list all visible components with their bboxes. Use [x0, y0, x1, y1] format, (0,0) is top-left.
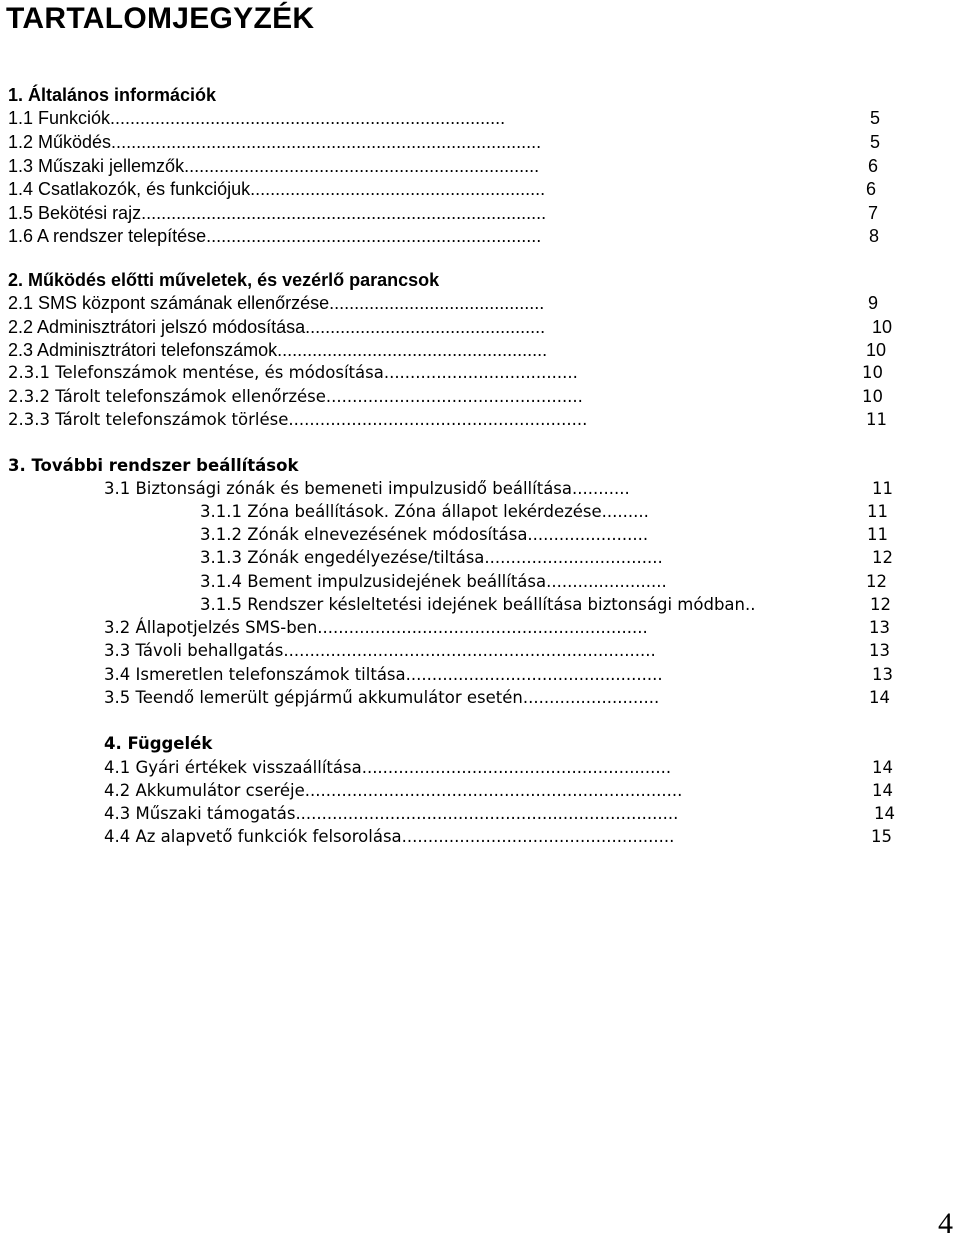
- toc-heading-3: 3. További rendszer beállítások: [8, 456, 299, 475]
- toc-page-3-4: 13: [872, 665, 893, 684]
- toc-heading-4: 4. Függelék: [104, 734, 213, 753]
- toc-heading-1: 1. Általános információk: [8, 85, 217, 105]
- toc-page-3-2: 13: [869, 618, 890, 637]
- toc-page-1-3: 6: [868, 156, 879, 176]
- page-number: 4: [938, 1207, 953, 1240]
- toc-entry-2-3-1[interactable]: 2.3.1 Telefonszámok mentése, és módosítása.....................................: [8, 363, 578, 382]
- toc-entry-3-1-3[interactable]: 3.1.3 Zónák engedélyezése/tiltása..................................: [200, 548, 663, 567]
- toc-entry-1-6[interactable]: 1.6 A rendszer telepítése...................................................................: [8, 226, 542, 246]
- toc-page-2-3: 10: [866, 340, 887, 360]
- toc-page-4-1: 14: [872, 758, 893, 777]
- toc-page-4-2: 14: [872, 781, 893, 800]
- toc-page-2-3-2: 10: [862, 387, 883, 406]
- toc-entry-3-3[interactable]: 3.3 Távoli behallgatás.......................................................................: [104, 641, 656, 660]
- toc-entry-3-4[interactable]: 3.4 Ismeretlen telefonszámok tiltása.................................................: [104, 665, 663, 684]
- toc-heading-2: 2. Működés előtti műveletek, és vezérlő parancsok: [8, 270, 440, 290]
- toc-entry-3-1-1[interactable]: 3.1.1 Zóna beállítások. Zóna állapot lekérdezése.........: [200, 502, 649, 521]
- page-title: TARTALOMJEGYZÉK: [6, 2, 315, 35]
- toc-page-2-3-3: 11: [866, 410, 887, 429]
- toc-entry-3-1-2[interactable]: 3.1.2 Zónák elnevezésének módosítása.......................: [200, 525, 649, 544]
- toc-page-1-1: 5: [870, 108, 881, 128]
- toc-page-1-5: 7: [868, 203, 879, 223]
- toc-page-3-5: 14: [869, 688, 890, 707]
- toc-entry-3-1[interactable]: 3.1 Biztonsági zónák és bemeneti impulzusidő beállítása...........: [104, 479, 630, 498]
- toc-page-3-1-4: 12: [866, 572, 887, 591]
- toc-page-2-2: 10: [872, 317, 893, 337]
- toc-entry-2-1[interactable]: 2.1 SMS központ számának ellenőrzése...........................................: [8, 293, 545, 313]
- toc-page-1-4: 6: [866, 179, 877, 199]
- toc-entry-2-3[interactable]: 2.3 Adminisztrátori telefonszámok......................................................: [8, 340, 548, 360]
- toc-entry-3-2[interactable]: 3.2 Állapotjelzés SMS-ben...............................................................: [104, 618, 648, 637]
- toc-page-4-4: 15: [871, 827, 892, 846]
- toc-entry-1-4[interactable]: 1.4 Csatlakozók, és funkciójuk...........................................................: [8, 179, 546, 199]
- toc-entry-1-5[interactable]: 1.5 Bekötési rajz.................................................................................: [8, 203, 547, 223]
- toc-page-3-1-5: 12: [870, 595, 891, 614]
- toc-page-1-6: 8: [869, 226, 880, 246]
- toc-entry-3-5[interactable]: 3.5 Teendő lemerült gépjármű akkumulátor esetén..........................: [104, 688, 660, 707]
- toc-entry-1-1[interactable]: 1.1 Funkciók...............................................................................: [8, 108, 506, 128]
- toc-entry-3-1-5[interactable]: 3.1.5 Rendszer késleltetési idejének beállítása biztonsági módban..: [200, 595, 756, 614]
- toc-page-3-3: 13: [869, 641, 890, 660]
- toc-page-4-3: 14: [874, 804, 895, 823]
- toc-entry-4-4[interactable]: 4.4 Az alapvető funkciók felsorolása....................................................: [104, 827, 675, 846]
- toc-entry-4-3[interactable]: 4.3 Műszaki támogatás.........................................................................: [104, 804, 679, 823]
- toc-page-3-1-2: 11: [867, 525, 888, 544]
- toc-entry-4-1[interactable]: 4.1 Gyári értékek visszaállítása...........................................................: [104, 758, 672, 777]
- toc-entry-1-3[interactable]: 1.3 Műszaki jellemzők.......................................................................: [8, 156, 540, 176]
- toc-entry-4-2[interactable]: 4.2 Akkumulátor cseréje........................................................................: [104, 781, 683, 800]
- toc-entry-2-2[interactable]: 2.2 Adminisztrátori jelszó módosítása................................................: [8, 317, 546, 337]
- toc-entry-2-3-3[interactable]: 2.3.3 Tárolt telefonszámok törlése.........................................................: [8, 410, 588, 429]
- toc-page-2-3-1: 10: [862, 363, 883, 382]
- toc-page-3-1-3: 12: [872, 548, 893, 567]
- toc-page-1-2: 5: [870, 132, 881, 152]
- toc-entry-2-3-2[interactable]: 2.3.2 Tárolt telefonszámok ellenőrzése.................................................: [8, 387, 583, 406]
- toc-entry-1-2[interactable]: 1.2 Működés......................................................................................: [8, 132, 542, 152]
- toc-page-3-1: 11: [872, 479, 893, 498]
- toc-page-2-1: 9: [868, 293, 879, 313]
- toc-entry-3-1-4[interactable]: 3.1.4 Bement impulzusidejének beállítása.......................: [200, 572, 667, 591]
- toc-page-3-1-1: 11: [867, 502, 888, 521]
